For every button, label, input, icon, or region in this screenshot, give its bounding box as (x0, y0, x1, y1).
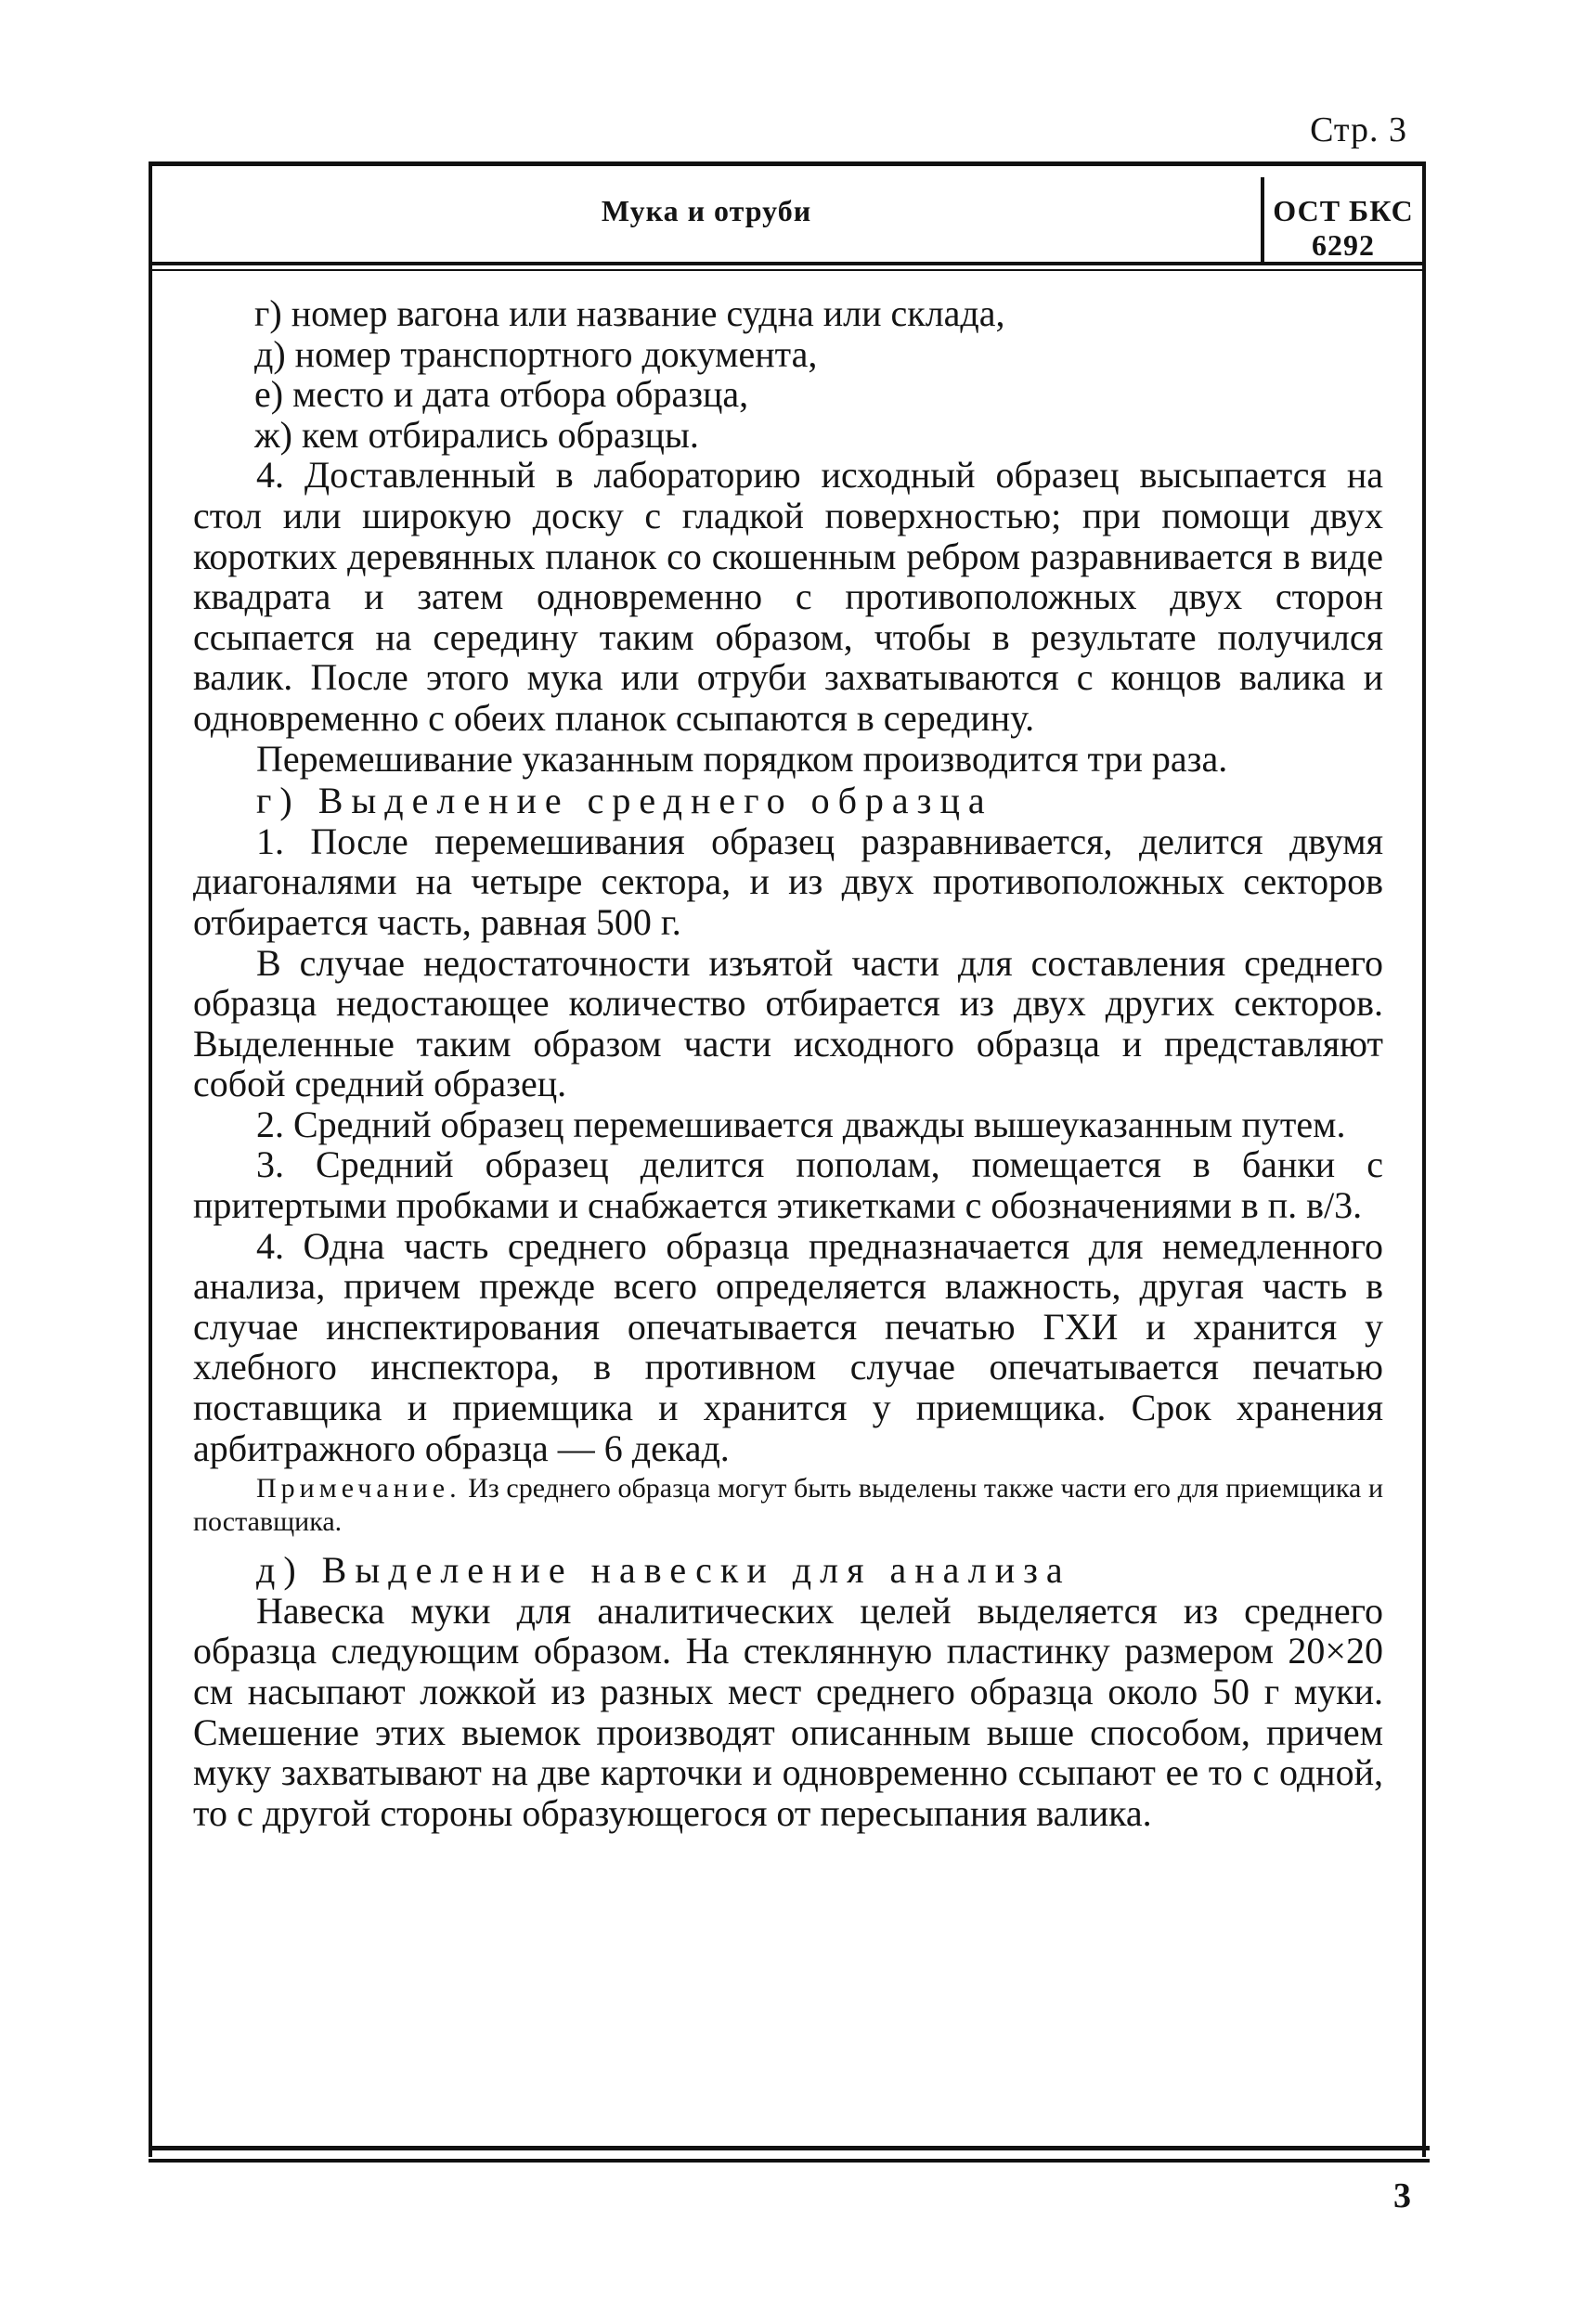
paragraph-g1: 1. После перемешивания образец разравнивается, делится двумя диагоналями на четыре сектора, и из двух противоположных секторов отбирается часть, равная 500 г. (193, 820, 1383, 943)
document-body (193, 293, 1383, 1833)
page-label: Стр. 3 (1310, 110, 1407, 149)
header-rule (152, 262, 1422, 265)
section-heading-g: г) Выделение среднего образца (256, 780, 993, 822)
standard-code: ОСТ БКС 6292 (1273, 194, 1414, 262)
paragraph-d1: Навеска муки для аналитических целей выделяется из среднего образца следующим образом. На стеклянную пластинку размером 20×20 см насыпают ложкой из разных мест среднего образца около 50 г муки. Смешение этих выемок производят описанным выше способом, причем муку захватывают на две карточки и одновременно ссыпают ее то с одной, то с другой стороны образующегося от пересыпания валика. (193, 1589, 1383, 1834)
paragraph-mixing: Перемешивание указанным порядком производится три раза. (256, 737, 1228, 780)
list-item-g: г) номер вагона или название судна или склада, (254, 292, 1005, 334)
header-rule-thin (152, 269, 1422, 271)
list-item-zh: ж) кем отбирались образцы. (254, 413, 699, 456)
header-title: Мука и отруби (601, 194, 812, 227)
paragraph-g-case: В случае недостаточности изъятой части для составления среднего образца недостающее количество отбирается из двух других секторов. Выделенные таким образом части исходного образца и представляют собой средний образец. (193, 941, 1383, 1105)
frame-bottom-rule-double (149, 2159, 1430, 2163)
list-item-e: е) место и дата отбора образца, (254, 373, 749, 416)
paragraph-g3: 3. Средний образец делится пополам, помещается в банки с притертыми пробками и снабжается этикетками с обозначениями в п. в/3. (193, 1143, 1383, 1227)
section-heading-d: д) Выделение навески для анализа (256, 1549, 1071, 1592)
note-label: Примечание. (256, 1473, 461, 1504)
list-item-d: д) номер транспортного документа, (254, 332, 818, 375)
paragraph-g2: 2. Средний образец перемешивается дважды вышеуказанным путем. (256, 1103, 1346, 1145)
note-text: Из среднего образца могут быть выделены также части его для приемщика и поставщика. (193, 1473, 1383, 1538)
document-header (152, 166, 1422, 265)
page-number: 3 (1393, 2176, 1411, 2215)
paragraph-g4: 4. Одна часть среднего образца предназначается для немедленного анализа, причем прежде всего определяется влажность, другая часть в случае инспектирования опечатывается печатью ГХИ и хранится у хлебного инспектора, в противном случае опечатывается печатью поставщика и приемщика и хранится у приемщика. Срок хранения арбитражного образца — 6 декад. (193, 1224, 1383, 1469)
frame-bottom-rule (149, 2146, 1430, 2150)
paragraph-4: 4. Доставленный в лабораторию исходный образец высыпается на стол или широкую доску с гладкой поверхностью; при помощи двух коротких деревянных планок со скошенным ребром разравнивается в виде квадрата и затем одновременно с противоположных двух сторон ссыпается на середину таким образом, чтобы в результате получился валик. После этого мука или отруби захватываются с концов валика и одновременно с обеих планок ссыпаются в середину. (193, 454, 1383, 739)
note (193, 1472, 1383, 1539)
